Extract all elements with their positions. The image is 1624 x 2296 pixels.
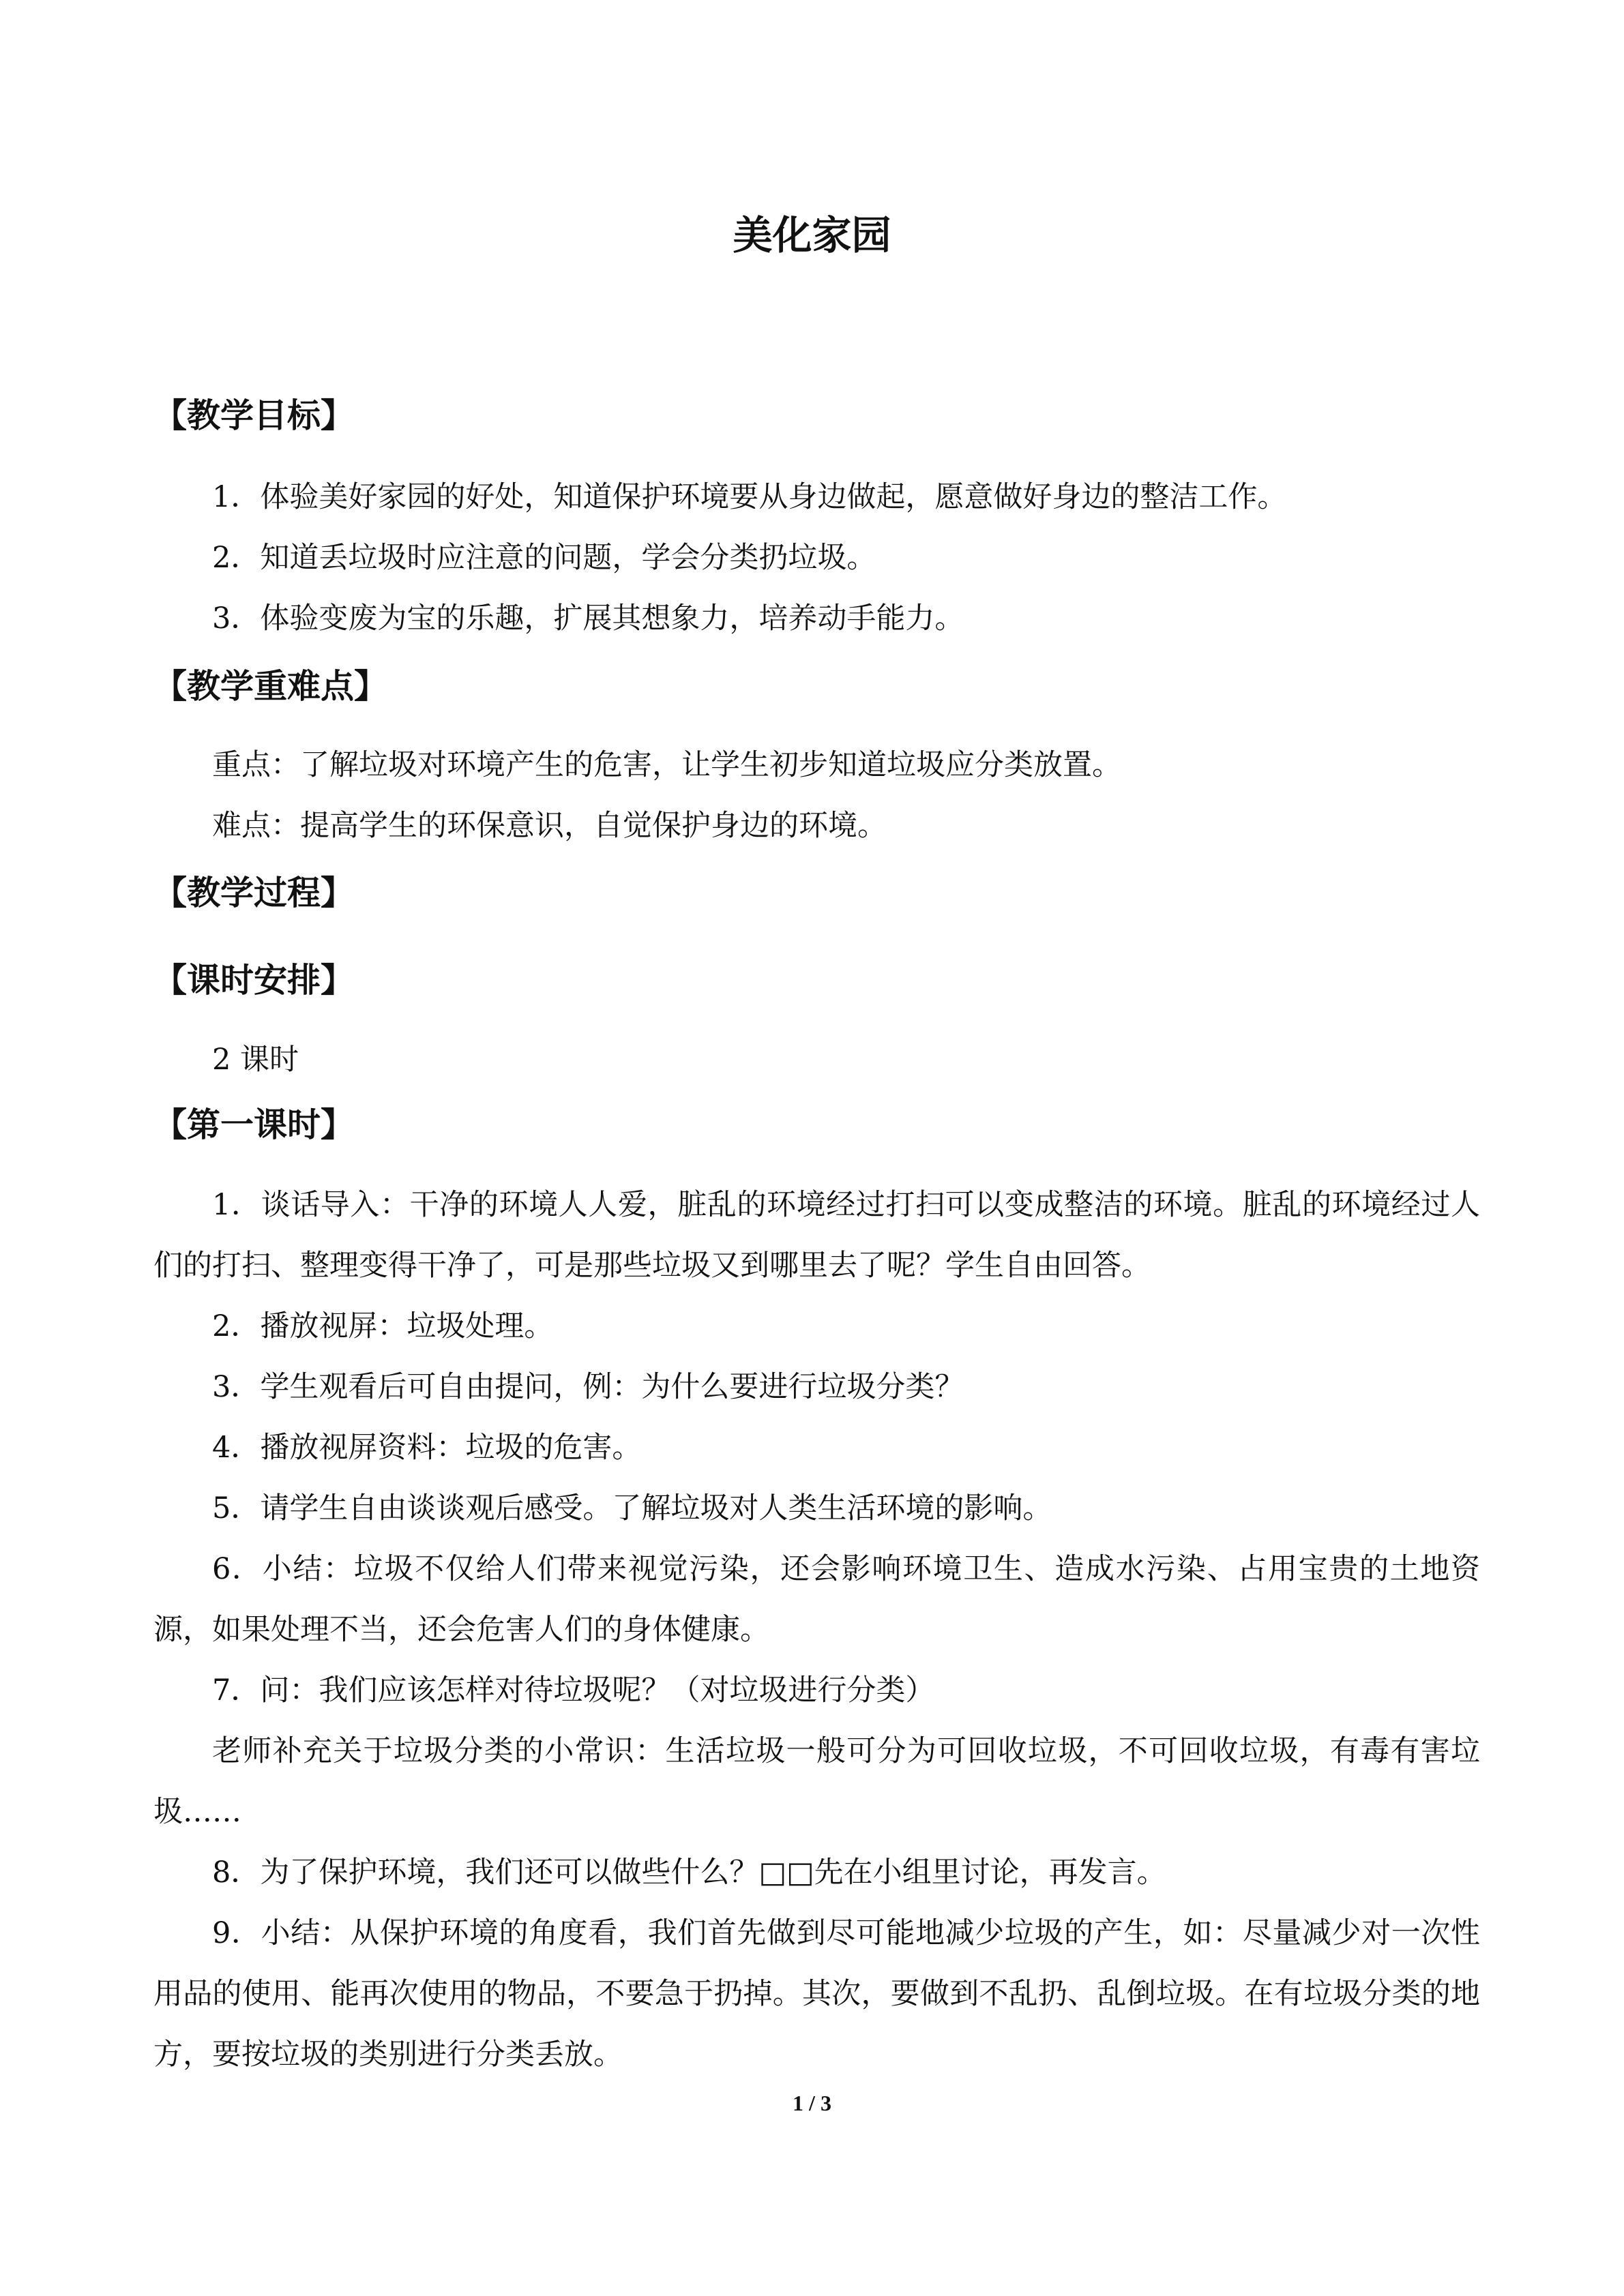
lesson-item: 2．播放视屏：垃圾处理。 [212,1309,554,1343]
lesson-item: 3．学生观看后可自由提问，例：为什么要进行垃圾分类？ [212,1370,964,1404]
heading-process: 【教学过程】 [153,874,355,912]
schedule-text: 2 课时 [212,1043,299,1077]
lesson-item: 8．为了保护环境，我们还可以做些什么？□□先在小组里讨论，再发言。 [212,1855,1166,1890]
lesson-item: 5．请学生自由谈谈观后感受。了解垃圾对人类生活环境的影响。 [212,1491,1052,1525]
page-number: 1 / 3 [793,2091,831,2115]
heading-schedule: 【课时安排】 [153,961,355,1000]
objective-item: 1．体验美好家园的好处，知道保护环境要从身边做起，愿意做好身边的整洁工作。 [212,480,1287,514]
objective-item: 3．体验变废为宝的乐趣，扩展其想象力，培养动手能力。 [212,601,964,636]
key-point-text: 重点：了解垃圾对环境产生的危害，让学生初步知道垃圾应分类放置。 [212,748,1121,782]
page-title: 美化家园 [733,212,891,258]
lesson-item: 9．小结：从保护环境的角度看，我们首先做到尽可能地减少垃圾的产生，如：尽量减少对一次性用品的使用、能再次使用的物品，不要急于扔掉。其次，要做到不乱扔、乱倒垃圾。在有垃圾分类的地方，要按垃圾的类别进行分类丢放。 [153,1916,1480,2072]
lesson-item: 1．谈话导入：干净的环境人人爱，脏乱的环境经过打扫可以变成整洁的环境。脏乱的环境经过人们的打扫、整理变得干净了，可是那些垃圾又到哪里去了呢？学生自由回答。 [153,1188,1480,1283]
heading-lesson-1: 【第一课时】 [153,1105,355,1144]
difficulty-text: 难点：提高学生的环保意识，自觉保护身边的环境。 [212,809,887,843]
lesson-item: 6．小结：垃圾不仅给人们带来视觉污染，还会影响环境卫生、造成水污染、占用宝贵的土地资源，如果处理不当，还会危害人们的身体健康。 [153,1552,1480,1647]
lesson-item: 老师补充关于垃圾分类的小常识：生活垃圾一般可分为可回收垃圾，不可回收垃圾，有毒有害垃圾…… [153,1734,1480,1829]
lesson-item: 4．播放视屏资料：垃圾的危害。 [212,1431,642,1465]
heading-key-points: 【教学重难点】 [153,667,388,706]
heading-objectives: 【教学目标】 [153,396,355,435]
objective-item: 2．知道丢垃圾时应注意的问题，学会分类扔垃圾。 [212,541,876,575]
lesson-item: 7．问：我们应该怎样对待垃圾呢？（对垃圾进行分类） [212,1673,935,1708]
